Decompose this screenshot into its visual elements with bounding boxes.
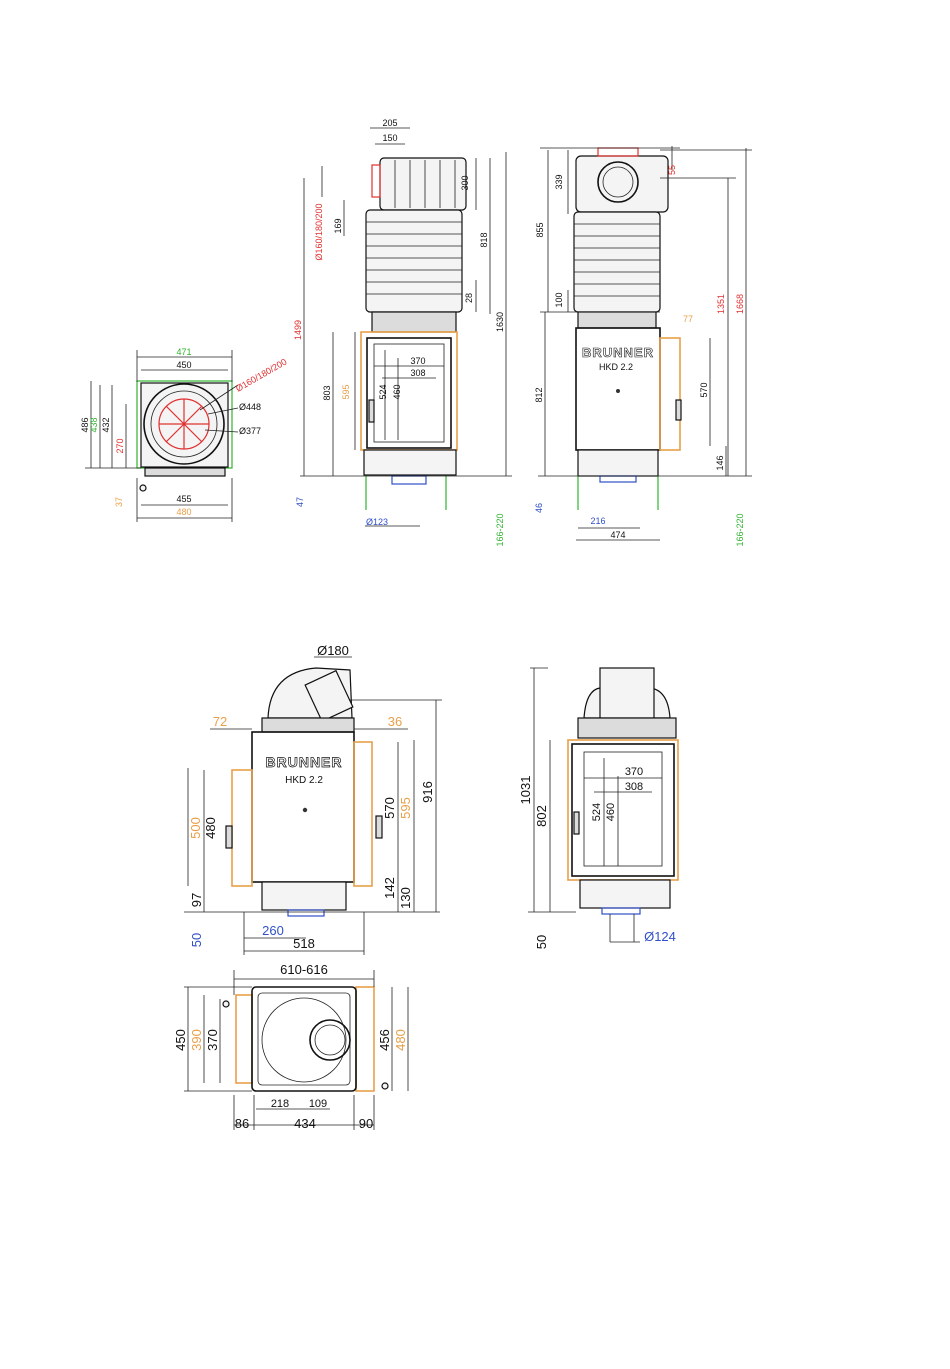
- front-view-lower: [518, 668, 678, 949]
- diam-377: Ø377: [239, 426, 262, 436]
- door-handle: [369, 400, 374, 422]
- dim-28: 28: [464, 292, 474, 304]
- dim-480: 480: [203, 817, 218, 839]
- front-hood-top: [576, 156, 668, 212]
- lower-base: [262, 882, 346, 910]
- lower-front-collar: [578, 718, 676, 738]
- diam-448: Ø448: [239, 402, 262, 412]
- diam-123: Ø123: [365, 517, 389, 527]
- dim-308-lower: 308: [624, 781, 644, 793]
- lower-front-handle: [574, 812, 579, 834]
- side-view-lower: [184, 643, 442, 955]
- flue-outlet: [372, 165, 380, 197]
- plan-foot-knob: [140, 485, 146, 491]
- dim-150: 150: [382, 133, 398, 143]
- front-side-frame-orange: [660, 338, 680, 450]
- dim-610-616: 610-616: [280, 962, 328, 977]
- front-hood-collar: [578, 312, 656, 328]
- lower-top-plate: [262, 718, 354, 732]
- dim-166-220-front: 166-220: [735, 513, 745, 547]
- top-plan-view: [80, 347, 288, 522]
- dim-260: 260: [262, 923, 284, 938]
- dim-166-220-side: 166-220: [495, 513, 505, 547]
- dim-1351: 1351: [716, 293, 726, 315]
- dim-570-front: 570: [699, 382, 709, 398]
- front-side-handle: [676, 400, 681, 420]
- dim-455: 455: [176, 494, 192, 504]
- lower-front-frame-orange: [568, 740, 678, 880]
- dim-1668: 1668: [735, 293, 745, 315]
- dim-218: 218: [270, 1098, 290, 1110]
- hood-collar: [372, 312, 456, 332]
- front-hood-bellows: [574, 212, 660, 312]
- dim-855: 855: [535, 222, 545, 238]
- dim-524-lower: 524: [591, 802, 603, 822]
- dim-500: 500: [188, 817, 203, 839]
- dim-1499: 1499: [293, 319, 303, 341]
- diam-124: Ø124: [644, 929, 676, 944]
- dim-97: 97: [189, 892, 204, 908]
- dim-36: 36: [387, 714, 403, 729]
- dim-434: 434: [294, 1116, 316, 1131]
- dim-130: 130: [398, 887, 413, 909]
- dim-77: 77: [682, 314, 694, 324]
- dim-46: 46: [534, 502, 544, 514]
- plan-left-frame-orange: [236, 995, 252, 1083]
- dim-486: 486: [80, 417, 90, 433]
- dim-456: 456: [377, 1029, 392, 1051]
- dim-812: 812: [534, 387, 544, 403]
- model-label-front: HKD 2.2: [598, 362, 634, 372]
- dim-460-lower: 460: [605, 802, 617, 822]
- dim-47: 47: [295, 496, 305, 508]
- dim-146: 146: [715, 455, 725, 471]
- plan-flue-inner: [315, 1025, 345, 1055]
- diam-flue-label: Ø160/180/200: [234, 356, 289, 394]
- air-intake: [392, 476, 426, 484]
- lower-control-knob: [303, 808, 307, 812]
- lower-right-frame-orange: [354, 742, 372, 886]
- front-flue-cap: [598, 148, 638, 156]
- dim-50-side: 50: [189, 932, 204, 948]
- dim-90: 90: [358, 1116, 374, 1131]
- dim-109: 109: [308, 1098, 328, 1110]
- dim-169: 169: [333, 218, 343, 234]
- dim-595: 595: [341, 384, 351, 400]
- dim-1031: 1031: [518, 775, 533, 805]
- dim-37: 37: [114, 496, 124, 508]
- dim-370: 370: [410, 356, 426, 366]
- plan-handle-top: [223, 1001, 229, 1007]
- dim-803: 803: [322, 385, 332, 401]
- dim-205: 205: [382, 118, 398, 128]
- front-stove-base: [578, 450, 658, 476]
- stove-frame-orange: [361, 332, 457, 450]
- dim-802: 802: [534, 805, 549, 827]
- dim-474: 474: [610, 530, 626, 540]
- dim-480-plan: 480: [393, 1029, 408, 1051]
- brand-label-front: BRUNNER: [582, 345, 654, 360]
- side-view-upper: [293, 118, 512, 547]
- dim-390: 390: [189, 1029, 204, 1051]
- dim-270: 270: [115, 438, 125, 454]
- dim-524: 524: [378, 384, 388, 400]
- dim-72: 72: [212, 714, 228, 729]
- dim-308: 308: [410, 368, 426, 378]
- dim-216: 216: [590, 516, 606, 526]
- lower-air-intake: [288, 910, 324, 916]
- dim-100: 100: [554, 292, 564, 308]
- stove-base: [364, 450, 456, 475]
- lower-left-handle: [226, 826, 232, 848]
- plan-combustion-ring: [262, 998, 346, 1082]
- dim-595-lower: 595: [398, 797, 413, 819]
- control-knob: [616, 389, 620, 393]
- model-label-lower: HKD 2.2: [285, 775, 323, 786]
- dim-142: 142: [382, 877, 397, 899]
- front-air-intake: [600, 476, 636, 482]
- brand-label-lower: BRUNNER: [265, 754, 343, 770]
- lower-front-flue: [600, 668, 654, 718]
- dim-55: 55: [667, 164, 677, 176]
- dim-450: 450: [176, 360, 192, 370]
- plan-base: [145, 468, 225, 476]
- hood-bellows: [366, 210, 462, 312]
- dim-339: 339: [554, 174, 564, 190]
- dim-570-lower: 570: [382, 797, 397, 819]
- plan-flue-outer: [310, 1020, 350, 1060]
- plan-handle-bottom: [382, 1083, 388, 1089]
- dim-480: 480: [176, 507, 192, 517]
- dim-432: 432: [101, 417, 111, 433]
- plan-right-frame-orange: [356, 987, 374, 1091]
- lower-left-frame-orange: [232, 770, 252, 886]
- plan-body-lower: [252, 987, 356, 1091]
- diam-flue-side: Ø160/180/200: [314, 203, 324, 261]
- dim-370-lower: 370: [624, 766, 644, 778]
- dim-370-plan: 370: [205, 1029, 220, 1051]
- lower-front-body: [572, 744, 674, 876]
- diam-180: Ø180: [317, 643, 349, 658]
- dim-450-plan: 450: [173, 1029, 188, 1051]
- dim-86: 86: [234, 1116, 250, 1131]
- dim-300: 300: [460, 175, 470, 191]
- dim-818: 818: [479, 232, 489, 248]
- dim-518: 518: [293, 936, 315, 951]
- dim-50-front: 50: [534, 934, 549, 950]
- front-view-upper: [534, 146, 752, 547]
- dim-471: 471: [176, 347, 192, 357]
- lower-front-air-intake: [602, 908, 640, 914]
- lower-front-base: [580, 880, 670, 908]
- dim-438: 438: [89, 417, 99, 433]
- hood-top: [380, 158, 466, 210]
- dim-1630: 1630: [495, 311, 505, 333]
- plan-view-lower: [173, 962, 408, 1131]
- dim-460: 460: [392, 384, 402, 400]
- dim-916: 916: [420, 781, 435, 803]
